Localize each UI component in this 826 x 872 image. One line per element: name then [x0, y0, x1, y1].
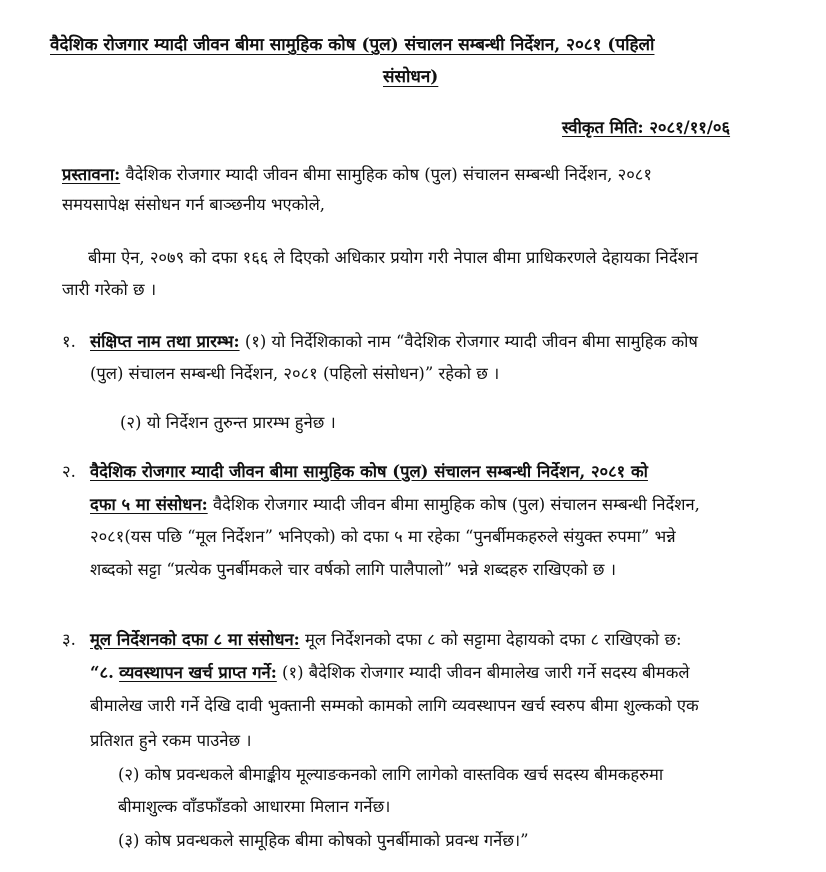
document-title-line2: संसोधन) — [383, 67, 439, 87]
section3-number: ३. — [62, 630, 76, 649]
section3-para2-line1: (२) कोष प्रवन्धकले बीमाङ्कीय मूल्याङकनको लागि लागेको वास्तविक खर्च सदस्य बीमकहरुमा — [118, 765, 664, 784]
section1-sub2: (२) यो निर्देशन तुरुन्त प्रारम्भ हुनेछ । — [120, 413, 336, 432]
preamble-heading: प्रस्तावना: — [62, 165, 121, 184]
section2-heading-line1: वैदेशिक रोजगार म्यादी जीवन बीमा सामुहिक कोष (पुल) संचालन सम्बन्धी निर्देशन, २०८१ को — [90, 462, 648, 481]
section2-number: २. — [62, 462, 76, 481]
section1-heading: संक्षिप्त नाम तथा प्रारम्भ: — [90, 332, 240, 351]
section2-text: वैदेशिक रोजगार म्यादी जीवन बीमा सामुहिक कोष (पुल) संचालन सम्बन्धी निर्देशन, — [212, 495, 700, 514]
section2-line2 — [90, 492, 700, 515]
preamble-line2: समयसापेक्ष संसोधन गर्न बाञ्छनीय भएकोले, — [62, 195, 326, 214]
section2-line3: २०८१(यस पछि “मूल निर्देशन” भनिएको) को दफा ५ मा रहेका “पुनर्बीमकहरुले संयुक्त रुपमा” भन्ने — [90, 527, 676, 546]
section3-subheading: व्यवस्थापन खर्च प्राप्त गर्ने: — [119, 663, 277, 682]
authority-line1: बीमा ऐन, २०७९ को दफा १६६ ले दिएको अधिकार प्रयोग गरी नेपाल बीमा प्राधिकरणले देहायका निर्देशन — [88, 248, 698, 267]
section3-para1-line1 — [90, 660, 690, 683]
section2-line4: शब्दको सट्टा “प्रत्येक पुनर्बीमकले चार वर्षको लागि पालैपालो” भन्ने शब्दहरु राखिएको छ । — [90, 560, 617, 579]
section3-quote-open: “८. — [90, 663, 114, 682]
section3-line1 — [90, 627, 682, 650]
section3-para2-line2: बीमाशुल्क वाँडफाँडको आधारमा मिलान गर्नेछ। — [118, 797, 391, 816]
preamble-text: वैदेशिक रोजगार म्यादी जीवन बीमा सामुहिक कोष (पुल) संचालन सम्बन्धी निर्देशन, २०८१ — [125, 165, 652, 184]
document-title-line1: वैदेशिक रोजगार म्यादी जीवन बीमा सामुहिक कोष (पुल) संचालन सम्बन्धी निर्देशन, २०८१ (पहिलो — [50, 35, 655, 55]
section1-line1 — [90, 329, 698, 352]
section2-heading-line2: दफा ५ मा संसोधन: — [90, 495, 208, 514]
section3-para1-line3: प्रतिशत हुने रकम पाउनेछ । — [90, 731, 252, 750]
section1-number: १. — [62, 332, 76, 351]
section1-line2: (पुल) संचालन सम्बन्धी निर्देशन, २०८१ (पहिलो संसोधन)” रहेको छ । — [90, 364, 500, 383]
section3-para3: (३) कोष प्रवन्धकले सामूहिक बीमा कोषको पुनर्बीमाको प्रवन्ध गर्नेछ।” — [118, 831, 529, 850]
section3-para1-text: (१) बैदेशिक रोजगार म्यादी जीवन बीमालेख जारी गर्ने सदस्य बीमकले — [282, 663, 690, 682]
section3-para1-line2: बीमालेख जारी गर्ने देखि दावी भुक्तानी सम्मको कामको लागि व्यवस्थापन खर्च स्वरुप बीमा शुल्कको एक — [90, 696, 699, 715]
section3-heading: मूल निर्देशनको दफा ८ मा संसोधन: — [90, 630, 300, 649]
section1-text: (१) यो निर्देशिकाको नाम “वैदेशिक रोजगार म्यादी जीवन बीमा सामुहिक कोष — [244, 332, 698, 351]
approval-date: स्वीकृत मिति: २०८१/११/०६ — [562, 118, 731, 137]
preamble-line1 — [62, 162, 652, 185]
section3-text: मूल निर्देशनको दफा ८ को सट्टामा देहायको दफा ८ राखिएको छ: — [305, 630, 682, 649]
authority-line2: जारी गरेको छ । — [62, 280, 157, 299]
